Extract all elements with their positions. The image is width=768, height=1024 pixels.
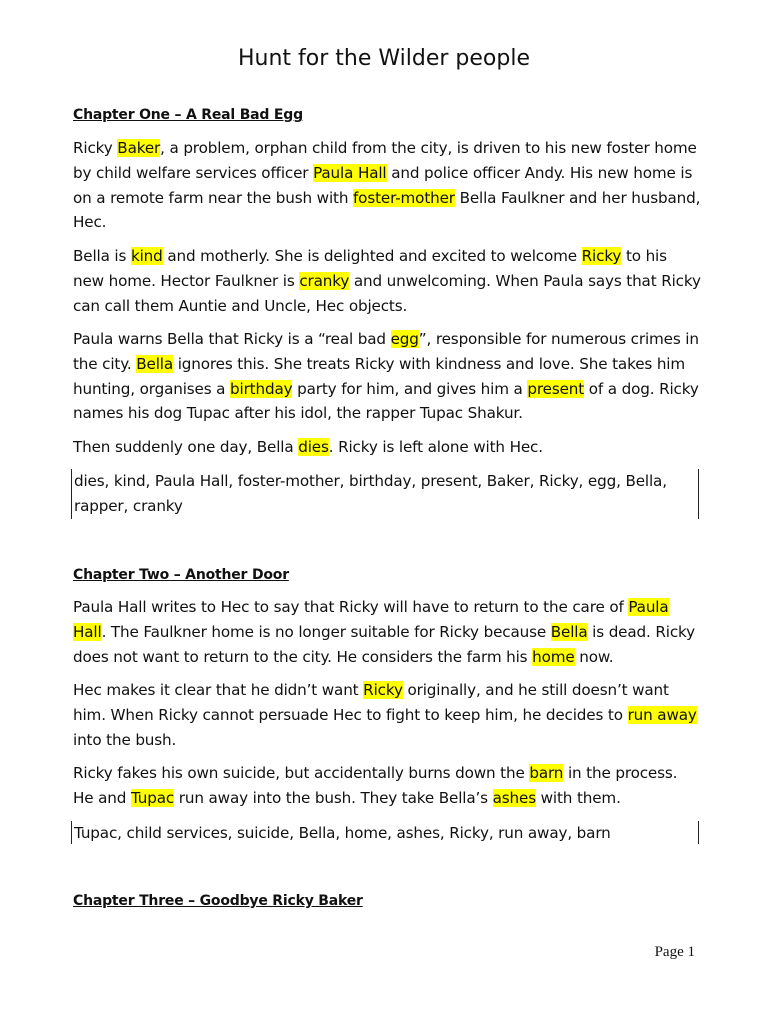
- highlighted-word: foster-mother: [352, 188, 455, 207]
- paragraph-text: party for him, and gives him a: [292, 379, 528, 398]
- paragraph-text: Ricky: [73, 139, 118, 157]
- highlighted-word: Baker: [117, 139, 161, 157]
- highlighted-word: ashes: [492, 788, 536, 807]
- paragraph-text: in the process. He and: [73, 764, 678, 807]
- chapter-three-heading: Chapter Three – Goodbye Ricky Baker: [73, 893, 363, 909]
- paragraph-text: . Ricky is left alone with Hec.: [328, 438, 543, 456]
- paragraph-text: with them.: [535, 788, 621, 807]
- highlighted-word: dies: [298, 438, 329, 456]
- paragraph-text: run away into the bush. They take Bella’s: [174, 788, 493, 807]
- paragraph-text: ignores this. She treats Ricky with kindness and love. She takes him hunting, organises a: [73, 354, 686, 398]
- highlighted-word: birthday: [230, 379, 293, 398]
- paragraph-text: . The Faulkner home is no longer suitable for Ricky because: [101, 622, 551, 641]
- highlighted-word: Tupac: [130, 788, 175, 807]
- paragraph-text: Ricky fakes his own suicide, but accidentally burns down the: [73, 764, 530, 782]
- paragraph-text: of a dog. Ricky names his dog Tupac after his idol, the rapper Tupac Shakur.: [73, 379, 699, 423]
- highlighted-word: barn: [529, 764, 564, 782]
- chapter-one-paragraph-1: [73, 136, 701, 235]
- paragraph-text: ”, responsible for numerous crimes in the city.: [73, 330, 699, 373]
- paragraph-text: and motherly. She is delighted and excited to welcome: [162, 247, 582, 265]
- paragraph-text: into the bush.: [73, 730, 177, 749]
- highlighted-word: Paula Hall: [313, 163, 387, 182]
- highlighted-word: kind: [130, 247, 163, 265]
- paragraph-text: Bella is: [73, 247, 131, 265]
- paragraph-text: , a problem, orphan child from the city, is driven to his new foster home by child welfare services officer: [73, 139, 697, 182]
- chapter-one-heading: Chapter One – A Real Bad Egg: [73, 107, 303, 123]
- chapter-two-heading: Chapter Two – Another Door: [73, 567, 289, 583]
- paragraph-text: now.: [574, 647, 614, 666]
- highlighted-word: Ricky: [363, 681, 403, 699]
- chapter-one-paragraph-2: [73, 244, 701, 318]
- document-title: Hunt for the Wilder people: [238, 46, 530, 71]
- highlighted-word: cranky: [299, 271, 350, 290]
- paragraph-text: Hec makes it clear that he didn’t want: [73, 681, 364, 699]
- highlighted-word: present: [527, 379, 585, 398]
- paragraph-text: and police officer Andy. His new home is on a remote farm near the bush with: [73, 163, 693, 207]
- highlighted-word: egg: [390, 330, 419, 348]
- page-number: Page 1: [654, 944, 695, 960]
- paragraph-text: originally, and he still doesn’t want him. When Ricky cannot persuade Hec to fight to keep him, he decides to: [73, 681, 669, 724]
- highlighted-word: Bella: [550, 622, 588, 641]
- highlighted-word: run away: [627, 705, 697, 724]
- chapter-one-word-bank: dies, kind, Paula Hall, foster-mother, birthday, present, Baker, Ricky, egg, Bella, rapper, cranky: [71, 469, 699, 519]
- highlighted-word: Paula Hall: [73, 598, 669, 641]
- highlighted-word: Bella: [136, 354, 174, 373]
- paragraph-text: to his new home. Hector Faulkner is: [73, 247, 667, 290]
- highlighted-word: Ricky: [581, 247, 622, 265]
- paragraph-text: Then suddenly one day, Bella: [73, 438, 299, 456]
- chapter-two-paragraph-3: [73, 761, 701, 811]
- chapter-two-paragraph-1: [73, 595, 701, 669]
- paragraph-text: and unwelcoming. When Paula says that Ricky can call them Auntie and Uncle, Hec objects.: [73, 271, 701, 315]
- highlighted-word: home: [532, 647, 575, 666]
- chapter-one-paragraph-3: [73, 327, 701, 426]
- paragraph-text: Bella Faulkner and her husband, Hec.: [73, 188, 701, 232]
- chapter-one-paragraph-4: [73, 435, 701, 460]
- paragraph-text: Paula warns Bella that Ricky is a “real bad: [73, 330, 391, 348]
- chapter-two-paragraph-2: [73, 678, 701, 752]
- paragraph-text: Paula Hall writes to Hec to say that Ricky will have to return to the care of: [73, 598, 629, 616]
- paragraph-text: is dead. Ricky does not want to return to the city. He considers the farm his: [73, 622, 695, 666]
- chapter-two-word-bank: Tupac, child services, suicide, Bella, home, ashes, Ricky, run away, barn: [71, 821, 699, 844]
